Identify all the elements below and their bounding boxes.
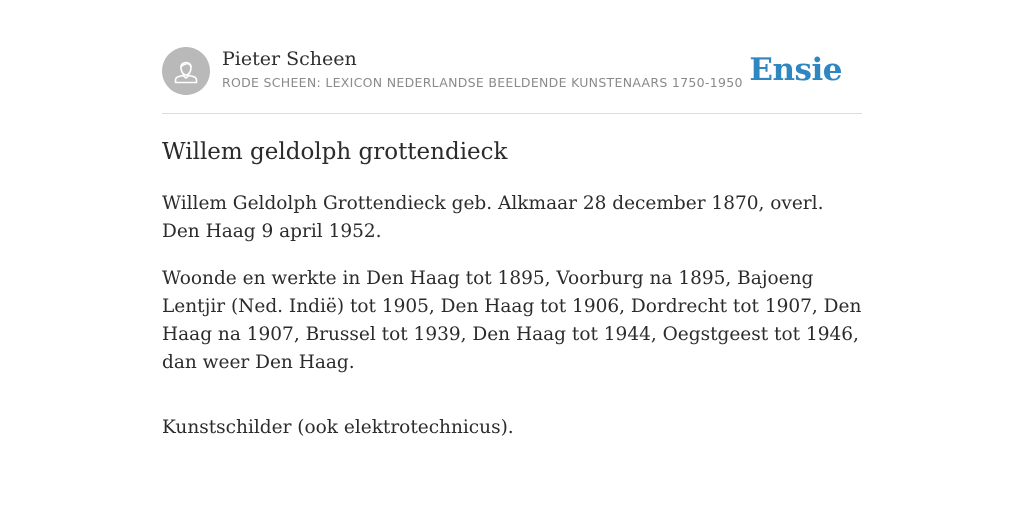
- ensie-logo[interactable]: Ensie: [749, 52, 842, 88]
- page-title: Willem geldolph grottendieck: [162, 139, 508, 165]
- article-body: [162, 190, 862, 461]
- paragraph-residences: Woonde en werkte in Den Haag tot 1895, Voorburg na 1895, Bajoeng Lentjir (Ned. Indië) tot 1905, Den Haag tot 1906, Dordrecht tot 1907, Den Haag na 1907, Brussel tot 1939, Den Haag tot 1944, Oegstgeest tot 1946, dan weer Den Haag.: [162, 268, 862, 373]
- author-name[interactable]: Pieter Scheen: [222, 48, 357, 70]
- author-avatar[interactable]: [162, 47, 210, 95]
- paragraph-occupation: Kunstschilder (ook elektrotechnicus).: [162, 417, 514, 438]
- source-title[interactable]: RODE SCHEEN: LEXICON NEDERLANDSE BEELDENDE KUNSTENAARS 1750-1950: [222, 75, 743, 90]
- paragraph-birth-death: Willem Geldolph Grottendieck geb. Alkmaar 28 december 1870, overl. Den Haag 9 april 1952.: [162, 193, 824, 242]
- user-icon: [162, 47, 210, 95]
- article-header: [162, 47, 862, 114]
